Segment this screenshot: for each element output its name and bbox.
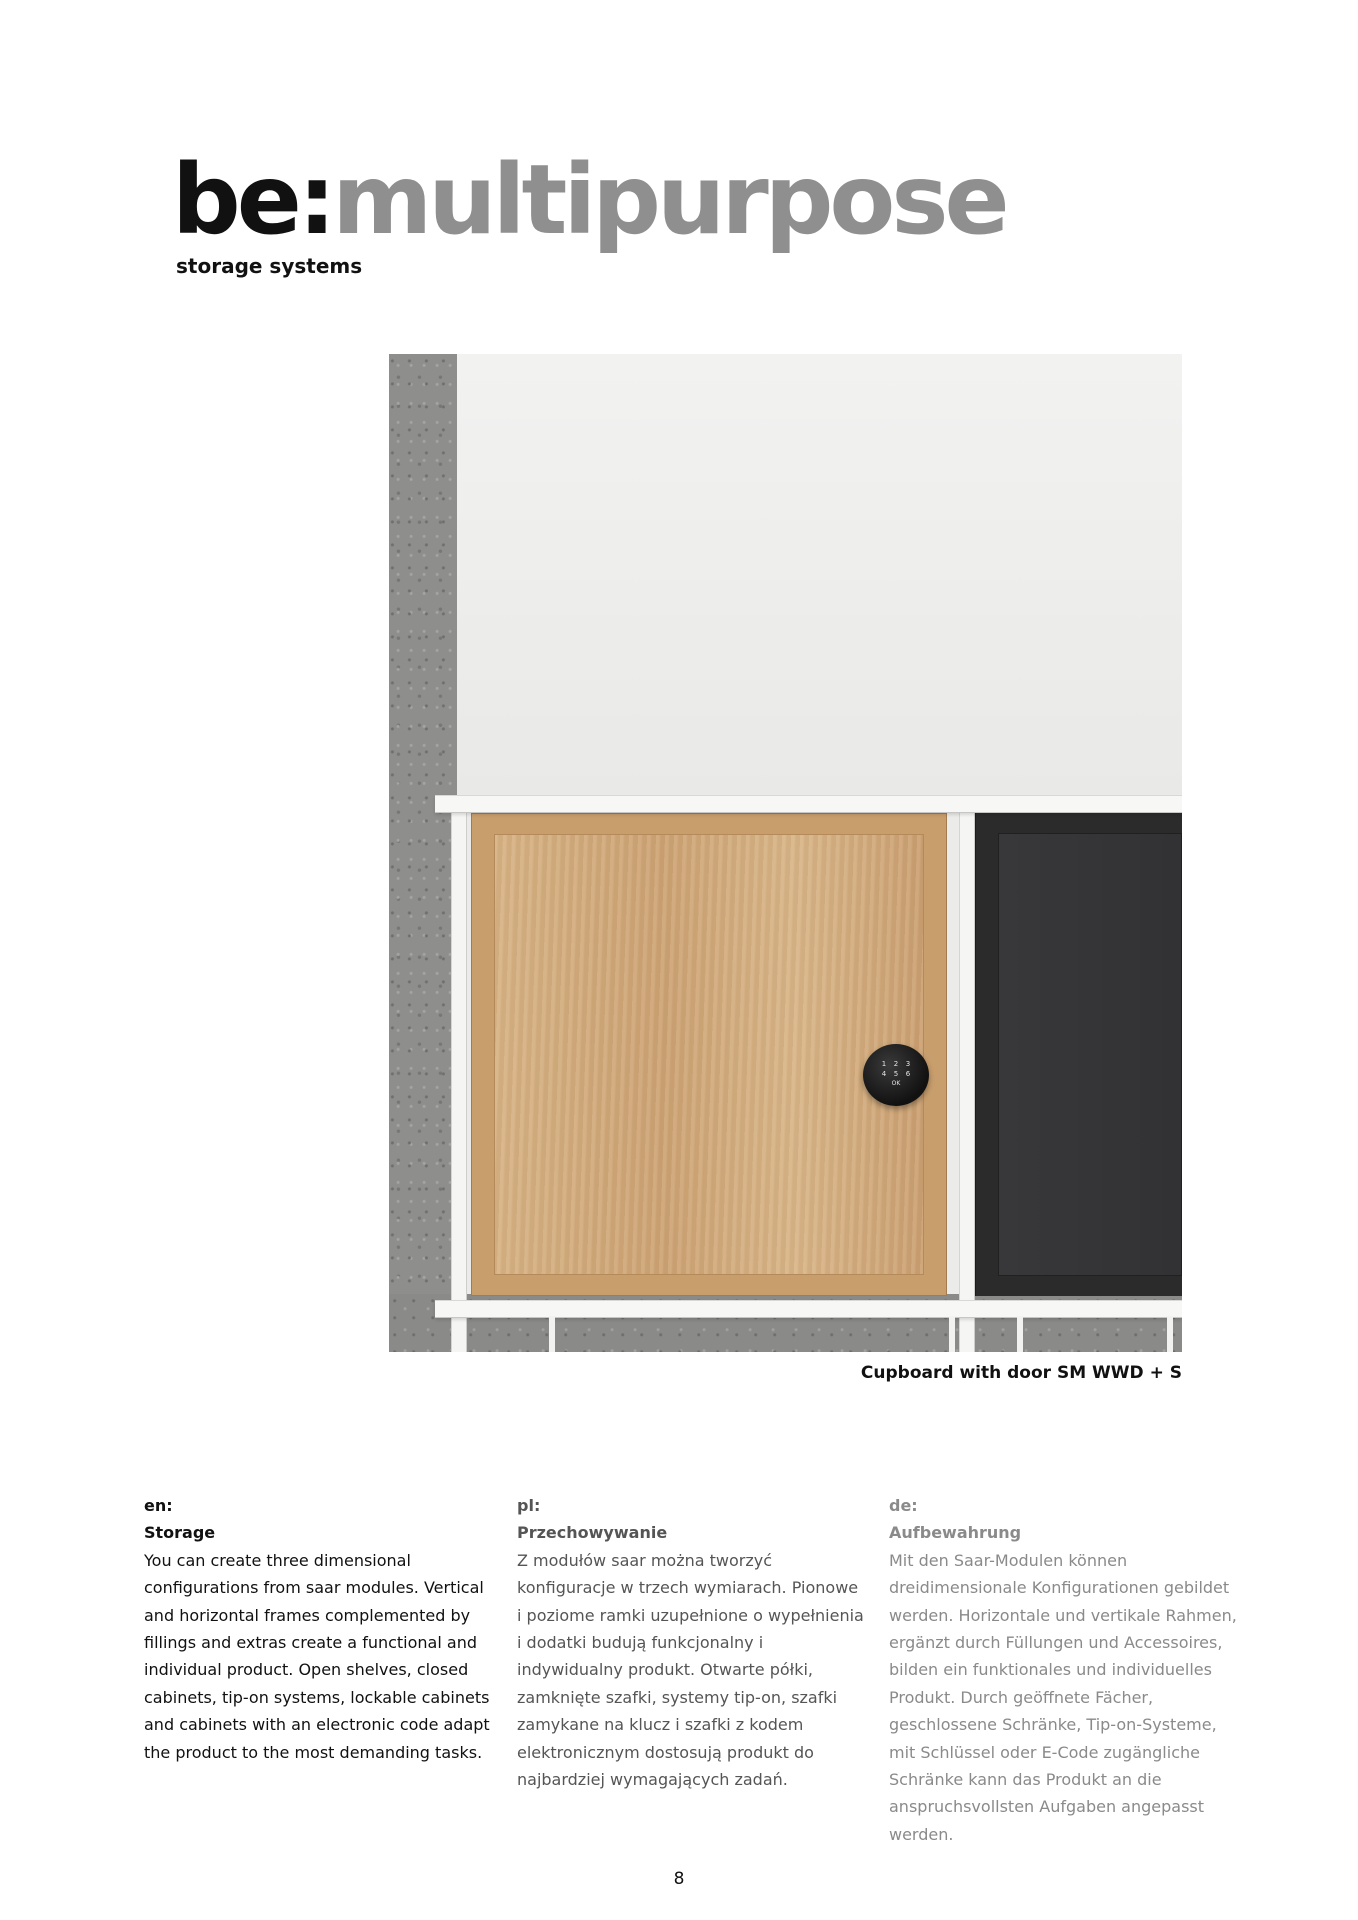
oak-cabinet-door <box>494 834 924 1275</box>
frame-leg <box>1017 1316 1023 1352</box>
dark-cabinet <box>975 813 1182 1296</box>
frame-leg <box>949 1316 955 1352</box>
column-lang-label: pl: <box>517 1496 541 1515</box>
product-photo <box>389 354 1182 1352</box>
page-number: 8 <box>673 1869 685 1889</box>
top-shelf-bar <box>435 795 1182 813</box>
column-body: Z modułów saar można tworzyć konfiguracje w trzech wymiarach. Pionowe i poziome ramki uzupełnione o wypełnienia i dodatki budują funkcjonalny i indywidualny produkt. Otwarte półki, zamknięte szafki, systemy tip-on, szafki zamykane na klucz i szafki z kodem elektronicznym dostosują produkt do najbardziej wymagających zadań. <box>517 1550 864 1790</box>
photo-caption: Cupboard with door SM WWD + S <box>860 1363 1182 1383</box>
electronic-code-lock-icon <box>863 1044 929 1106</box>
lock-ok-key: OK <box>891 1080 901 1087</box>
lock-key: 5 <box>893 1070 899 1078</box>
frame-leg <box>1167 1316 1173 1352</box>
lock-key: 3 <box>905 1060 911 1068</box>
column-heading: Przechowywanie <box>517 1523 668 1543</box>
dark-cabinet-door <box>998 833 1182 1276</box>
lock-key: 1 <box>881 1060 887 1068</box>
column-lang-label: en: <box>144 1496 173 1515</box>
frame-post <box>451 810 467 1352</box>
page-title <box>172 140 1006 260</box>
column-en <box>144 1492 494 1766</box>
page-subtitle: storage systems <box>176 254 363 278</box>
bottom-shelf-bar <box>435 1300 1182 1318</box>
column-heading: Storage <box>144 1523 216 1543</box>
column-heading: Aufbewahrung <box>889 1523 1022 1543</box>
title-brand: be: <box>172 144 333 256</box>
column-de <box>889 1492 1239 1848</box>
lock-key: 2 <box>893 1060 899 1068</box>
white-wall <box>457 354 1182 794</box>
frame-post <box>959 810 975 1352</box>
lock-key: 6 <box>905 1070 911 1078</box>
title-product: multipurpose <box>332 144 1006 256</box>
column-body: You can create three dimensional configurations from saar modules. Vertical and horizontal frames complemented by fillings and extras create a functional and individual product. Open shelves, closed cabinets, tip-on systems, lockable cabinets and cabinets with an electronic code adapt the product to the most demanding tasks. <box>144 1550 490 1762</box>
column-body: Mit den Saar-Modulen können dreidimensionale Konfigurationen gebildet werden. Horizontale und vertikale Rahmen, ergänzt durch Füllungen und Accessoires, bilden ein funktionales und individuelles Produkt. Durch geöffnete Fächer, geschlossene Schränke, Tip-on-Systeme, mit Schlüssel oder E-Code zugängliche Schränke kann das Produkt an die anspruchsvollsten Aufgaben angepasst werden. <box>889 1550 1237 1844</box>
frame-leg <box>549 1316 555 1352</box>
column-pl <box>517 1492 867 1793</box>
column-lang-label: de: <box>889 1496 918 1515</box>
concrete-wall <box>389 354 457 1352</box>
oak-cabinet <box>471 813 947 1296</box>
lock-key: 4 <box>881 1070 887 1078</box>
